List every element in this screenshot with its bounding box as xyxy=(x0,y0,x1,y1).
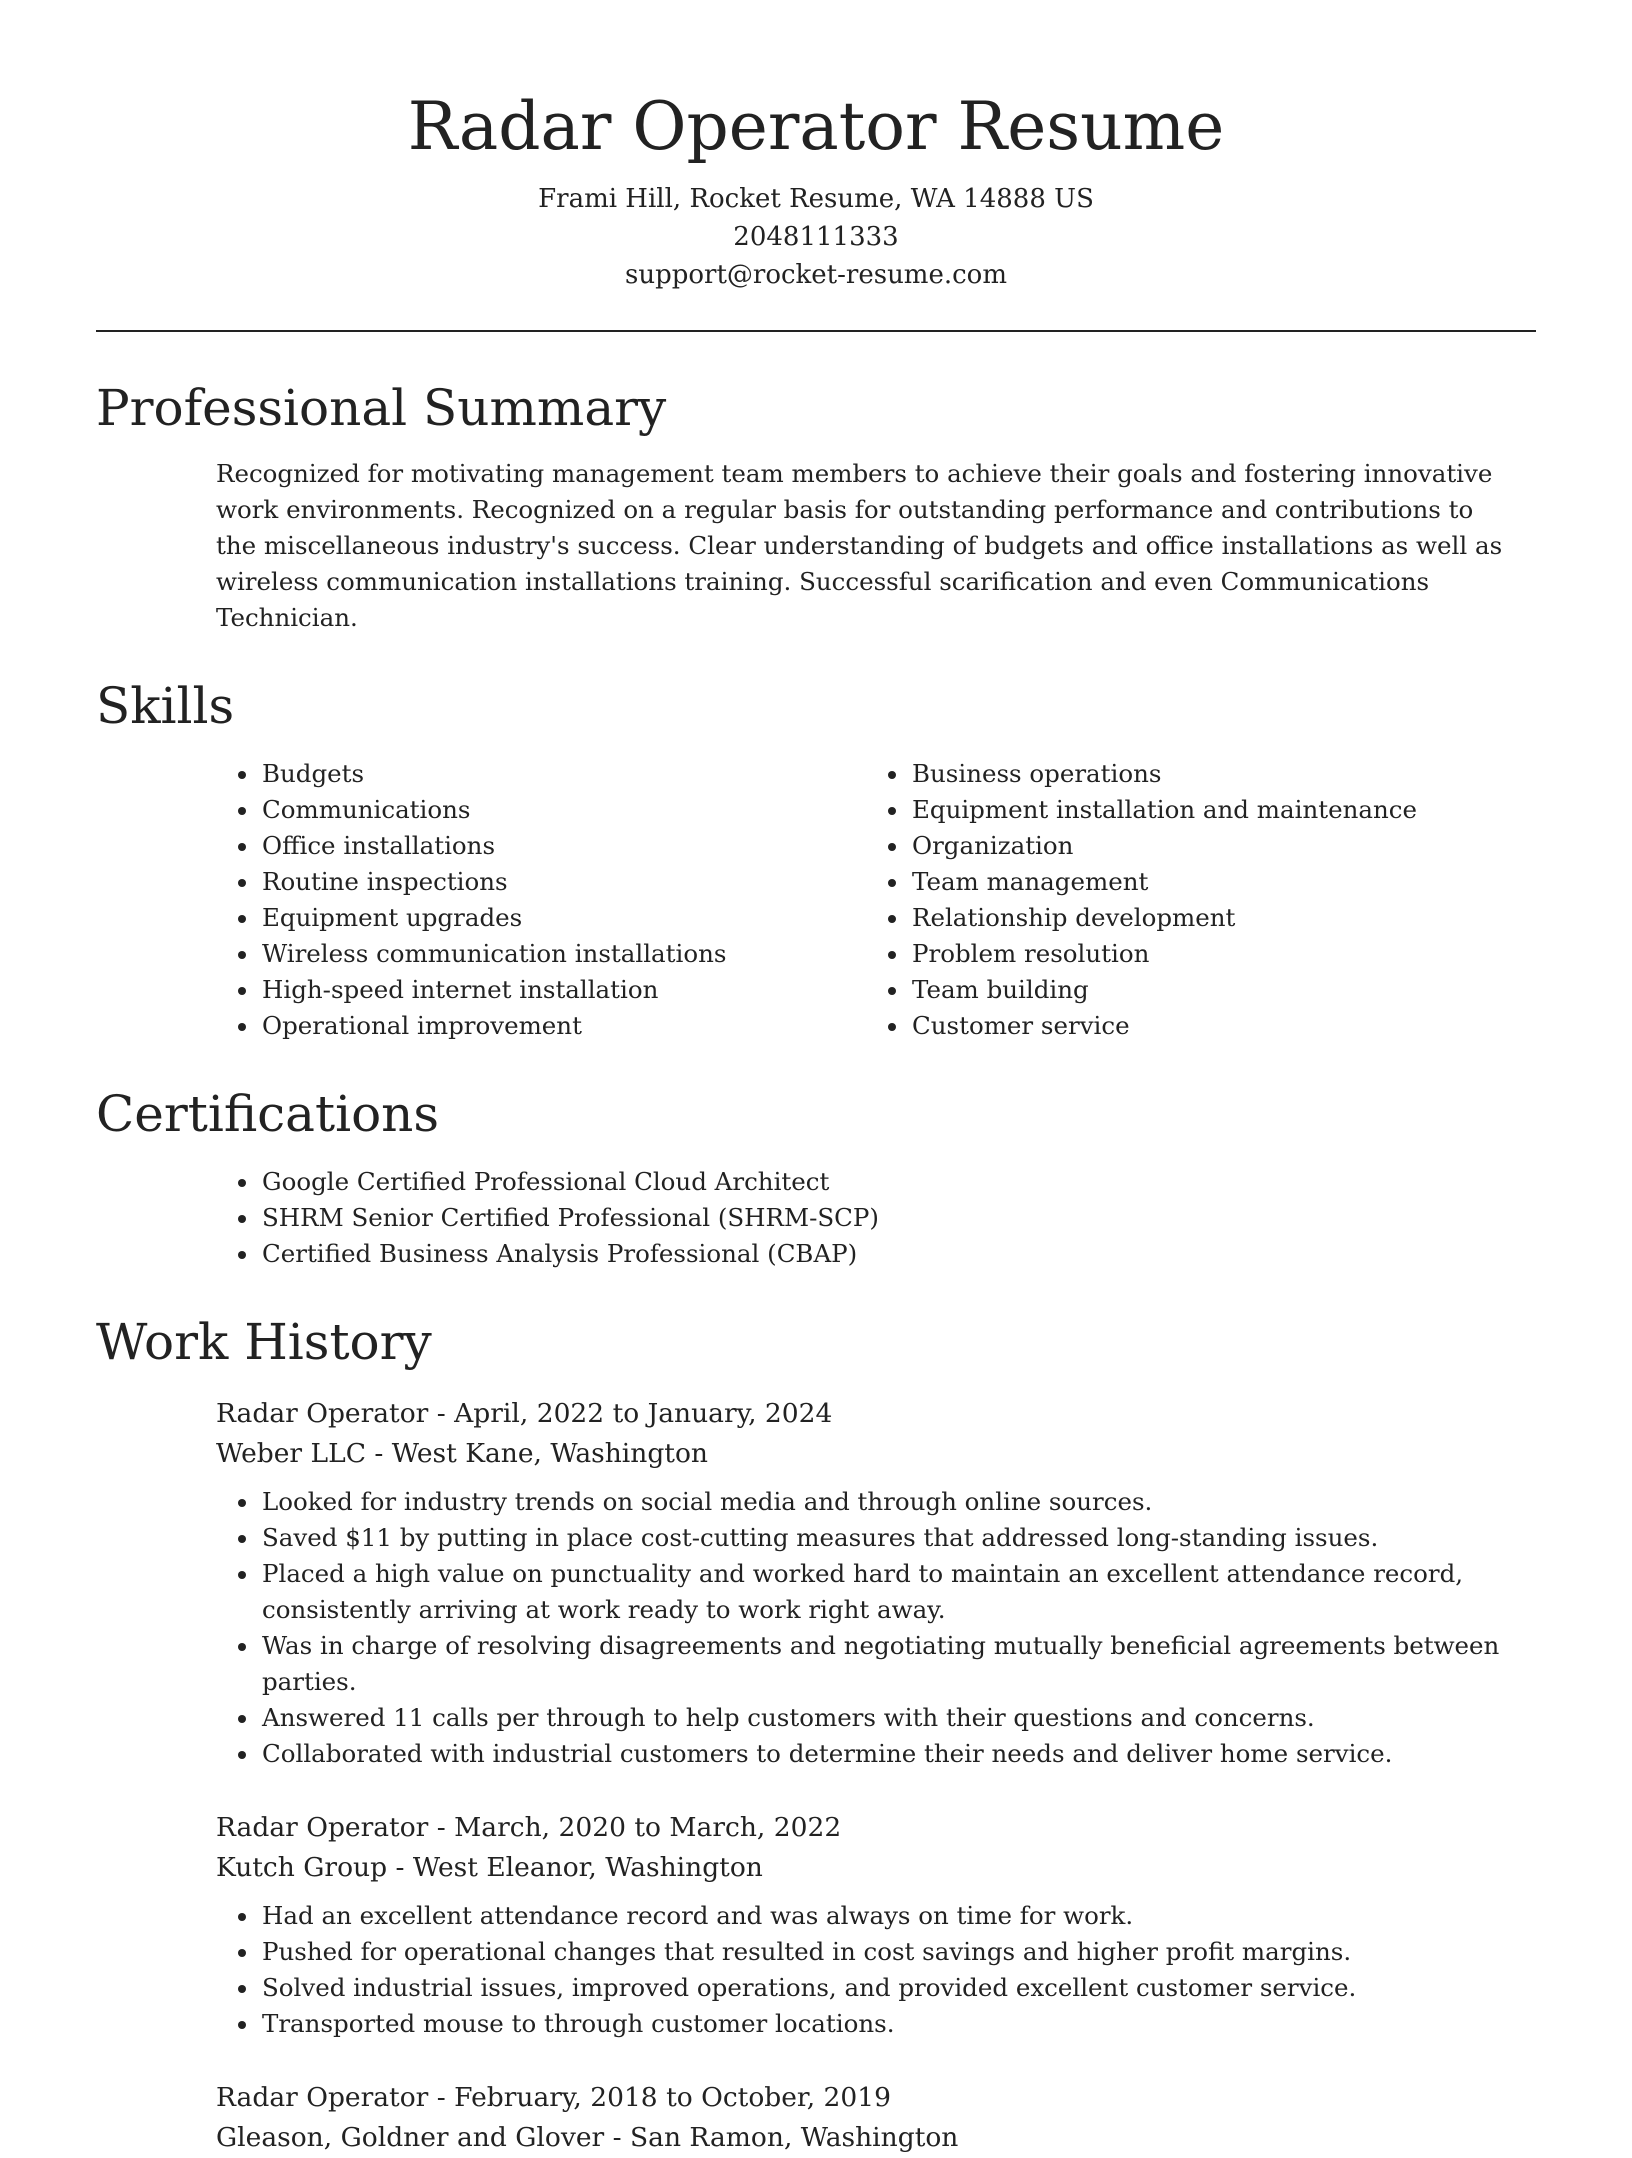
job-company-line xyxy=(216,1434,1516,1474)
job-entry xyxy=(216,2078,1516,2158)
skill-item: • High-speed internet installation xyxy=(260,972,866,1008)
certification-item: • Google Certified Professional Cloud Architect xyxy=(260,1164,1516,1200)
skill-item: • Business operations xyxy=(910,756,1516,792)
job-title-line xyxy=(216,1394,1516,1434)
skill-item: • Budgets xyxy=(260,756,866,792)
job-company: Weber LLC xyxy=(216,1438,366,1469)
skill-item: • Office installations xyxy=(260,828,866,864)
certifications-list-wrap xyxy=(216,1164,1516,1272)
certifications-heading: Certifications xyxy=(96,1085,440,1143)
skill-item: • Equipment installation and maintenance xyxy=(910,792,1516,828)
job-location: West Eleanor, Washington xyxy=(412,1852,763,1883)
skill-item: • Equipment upgrades xyxy=(260,900,866,936)
skill-item: • Communications xyxy=(260,792,866,828)
job-bullets xyxy=(216,1484,1516,1772)
job-dates: March, 2020 to March, 2022 xyxy=(454,1812,842,1843)
job-title: Radar Operator xyxy=(216,1398,429,1429)
summary-heading: Professional Summary xyxy=(96,379,667,437)
skills-list-right xyxy=(866,756,1516,1044)
certifications-list xyxy=(216,1164,1516,1272)
job-dates: February, 2018 to October, 2019 xyxy=(454,2082,891,2113)
separator: - xyxy=(428,1398,455,1429)
job-company: Gleason, Goldner and Glover xyxy=(216,2122,605,2153)
job-title-line xyxy=(216,2078,1516,2118)
separator: - xyxy=(365,1438,392,1469)
skill-item: • Customer service xyxy=(910,1008,1516,1044)
skill-item: • Team building xyxy=(910,972,1516,1008)
job-entry xyxy=(216,1394,1516,1772)
skill-item: • Operational improvement xyxy=(260,1008,866,1044)
job-title: Radar Operator xyxy=(216,2082,429,2113)
skills-grid xyxy=(216,756,1516,1044)
job-company: Kutch Group xyxy=(216,1852,388,1883)
skills-list-left xyxy=(216,756,866,1044)
job-bullet: • Had an excellent attendance record and was always on time for work. xyxy=(260,1898,1516,1934)
email: support@rocket-resume.com xyxy=(624,260,1007,290)
separator: - xyxy=(428,2082,455,2113)
resume-title: Radar Operator Resume xyxy=(407,88,1225,165)
skills-section xyxy=(96,676,1536,1044)
certifications-section xyxy=(96,1084,1536,1272)
job-bullet: • Collaborated with industrial customers to determine their needs and deliver home service. xyxy=(260,1736,1516,1772)
job-bullet: • Answered 11 calls per through to help customers with their questions and concerns. xyxy=(260,1700,1516,1736)
job-bullet: • Transported mouse to through customer locations. xyxy=(260,2006,1516,2042)
skill-item: • Team management xyxy=(910,864,1516,900)
job-bullet: • Was in charge of resolving disagreements and negotiating mutually beneficial agreements between parties. xyxy=(260,1628,1516,1700)
skill-item: • Problem resolution xyxy=(910,936,1516,972)
job-bullet: • Solved industrial issues, improved operations, and provided excellent customer service. xyxy=(260,1970,1516,2006)
contact-info xyxy=(96,180,1536,294)
address: Frami Hill, Rocket Resume, WA 14888 US xyxy=(538,184,1094,214)
job-dates: April, 2022 to January, 2024 xyxy=(454,1398,833,1429)
job-company-line xyxy=(216,1848,1516,1888)
job-title: Radar Operator xyxy=(216,1812,429,1843)
job-location: West Kane, Washington xyxy=(391,1438,708,1469)
job-bullet: • Looked for industry trends on social media and through online sources. xyxy=(260,1484,1516,1520)
job-bullets xyxy=(216,1898,1516,2042)
resume-page xyxy=(96,0,1536,2158)
skill-item: • Organization xyxy=(910,828,1516,864)
separator: - xyxy=(604,2122,630,2153)
skill-item: • Wireless communication installations xyxy=(260,936,866,972)
header-divider xyxy=(96,330,1536,332)
job-title-line xyxy=(216,1808,1516,1848)
separator: - xyxy=(428,1812,455,1843)
job-company-line xyxy=(216,2118,1516,2158)
job-bullet: • Saved $11 by putting in place cost-cutting measures that addressed long-standing issues. xyxy=(260,1520,1516,1556)
skills-column-right xyxy=(866,756,1516,1044)
work-history-section xyxy=(96,1312,1536,2158)
skill-item: • Relationship development xyxy=(910,900,1516,936)
summary-text: Recognized for motivating management team members to achieve their goals and fostering innovative work environments. Recognized on a regular basis for outstanding performance and contributions to the miscellaneous industry's success. Clear understanding of budgets and office installations as well as wireless communication installations training. Successful scarification and even Communications Technician. xyxy=(216,459,1503,632)
job-entry xyxy=(216,1808,1516,2042)
certification-item: • SHRM Senior Certified Professional (SHRM-SCP) xyxy=(260,1200,1516,1236)
job-location: San Ramon, Washington xyxy=(629,2122,959,2153)
phone: 2048111333 xyxy=(733,222,899,252)
work-history-heading: Work History xyxy=(96,1313,432,1371)
separator: - xyxy=(387,1852,413,1883)
skill-item: • Routine inspections xyxy=(260,864,866,900)
certification-item: • Certified Business Analysis Professional (CBAP) xyxy=(260,1236,1516,1272)
job-bullet: • Pushed for operational changes that resulted in cost savings and higher profit margins. xyxy=(260,1934,1516,1970)
summary-section xyxy=(96,378,1536,636)
job-bullet: • Placed a high value on punctuality and worked hard to maintain an excellent attendance record, consistently arriving at work ready to work right away. xyxy=(260,1556,1516,1628)
skills-column-left xyxy=(216,756,866,1044)
skills-heading: Skills xyxy=(96,677,235,735)
resume-header xyxy=(96,0,1536,294)
